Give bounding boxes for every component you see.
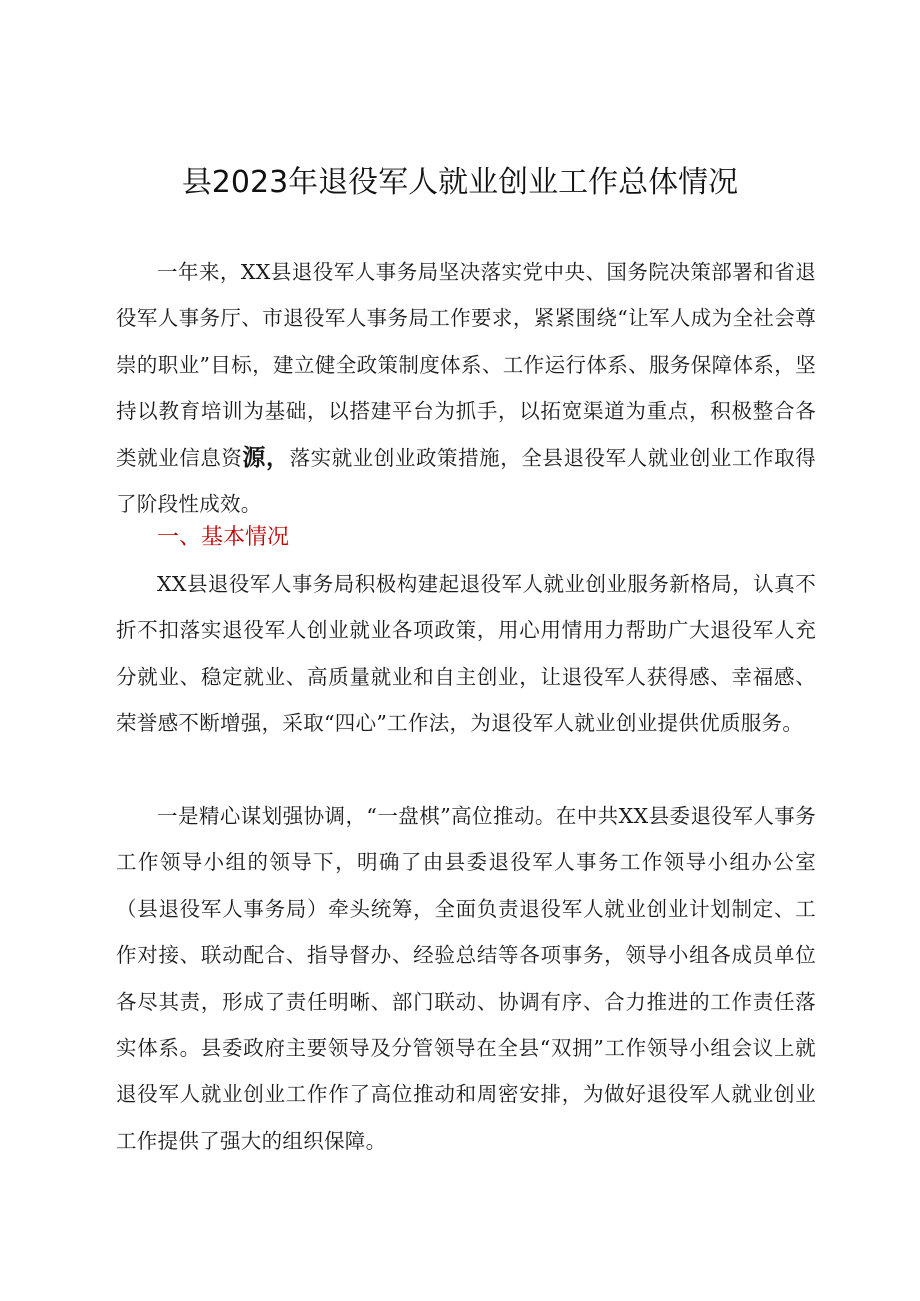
document-title: 县2023年退役军人就业创业工作总体情况	[181, 165, 739, 200]
section-heading: 一、基本情况	[157, 525, 290, 550]
intro-paragraph	[116, 249, 816, 527]
intro-emphasis: 源，	[242, 444, 290, 471]
section-paragraph-1: XX县退役军人事务局积极构建起退役军人就业创业服务新格局，认真不折不扣落实退役军人创业就业各项政策，用心用情用力帮助广大退役军人充分就业、稳定就业、高质量就业和自主创业，让退役军人获得感、幸福感、荣誉感不断增强，采取“四心”工作法，为退役军人就业创业提供优质服务。	[116, 572, 816, 736]
section-paragraph-2: 一是精心谋划强协调，“一盘棋”高位推动。在中共XX县委退役军人事务工作领导小组的领导下，明确了由县委退役军人事务工作领导小组办公室（县退役军人事务局）牵头统筹，全面负责退役军人就业创业计划制定、工作对接、联动配合、指导督办、经验总结等各项事务，领导小组各成员单位各尽其责，形成了责任明晰、部门联动、协调有序、合力推进的工作责任落实体系。县委政府主要领导及分管领导在全县“双拥”工作领导小组会议上就退役军人就业创业工作作了高位推动和周密安排，为做好退役军人就业创业工作提供了强大的组织保障。	[116, 804, 816, 1153]
intro-text-continued: 落实就业创业政策措施，全县退役军人就业创业工作取得了阶段性成效。	[116, 445, 816, 517]
intro-text: 一年来，XX县退役军人事务局坚决落实党中央、国务院决策部署和省退役军人事务厅、市退役军人事务局工作要求，紧紧围绕“让军人成为全社会尊崇的职业”目标，建立健全政策制度体系、工作运行体系、服务保障体系，坚持以教育培训为基础，以搭建平台为抓手，以拓宽渠道为重点，积极整合各类就业信息资	[116, 260, 816, 470]
